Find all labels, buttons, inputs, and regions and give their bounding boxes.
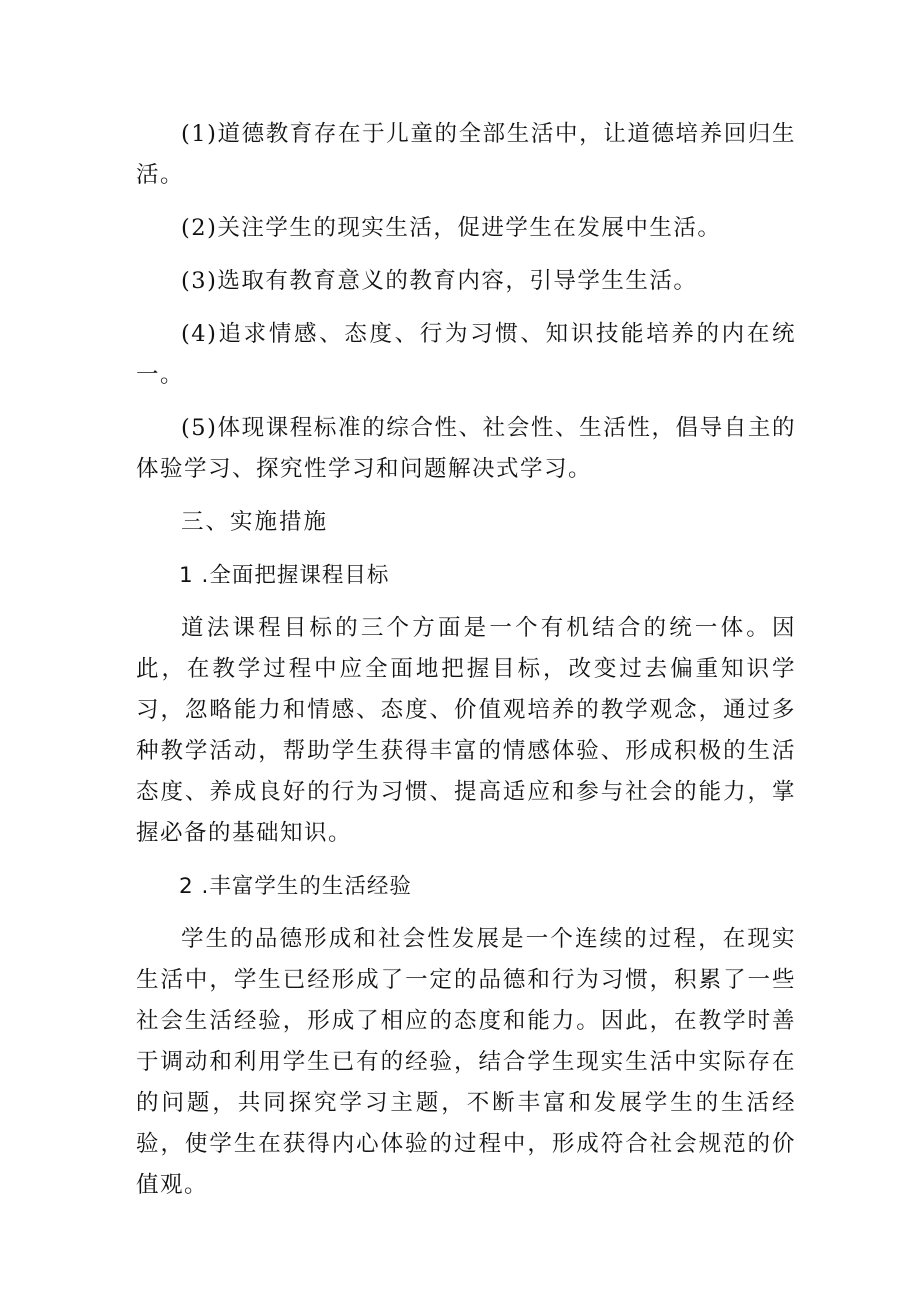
document-body — [136, 114, 796, 1206]
subheading-1: 1 .全面把握课程目标 — [179, 563, 390, 588]
list-item-4: (4)追求情感、态度、行为习惯、知识技能培养的内在统一。 — [136, 321, 796, 388]
paragraph-2: 学生的品德形成和社会性发展是一个连续的过程，在现实生活中，学生已经形成了一定的品德和行为习惯，积累了一些社会生活经验，形成了相应的态度和能力。因此，在教学时善于调动和利用学生已有的经验，结合学生现实生活中实际存在的问题，共同探究学习主题，不断丰富和发展学生的生活经验，使学生在获得内心体验的过程中，形成符合社会规范的价值观。 — [136, 926, 796, 1198]
subheading-2: 2 .丰富学生的生活经验 — [179, 874, 412, 899]
section-heading: 三、实施措施 — [181, 509, 329, 535]
list-item-3: (3)选取有教育意义的教育内容，引导学生生活。 — [181, 268, 698, 294]
list-item-5: (5)体现课程标准的综合性、社会性、生活性，倡导自主的体验学习、探究性学习和问题解决式学习。 — [136, 415, 796, 482]
list-item-1: (1)道德教育存在于儿童的全部生活中，让道德培养回归生活。 — [136, 121, 796, 188]
paragraph-1: 道法课程目标的三个方面是一个有机结合的统一体。因此，在教学过程中应全面地把握目标，改变过去偏重知识学习，忽略能力和情感、态度、价值观培养的教学观念，通过多种教学活动，帮助学生获得丰富的情感体验、形成积极的生活态度、养成良好的行为习惯、提高适应和参与社会的能力，掌握必备的基础知识。 — [136, 615, 796, 846]
list-item-2: (2)关注学生的现实生活，促进学生在发展中生活。 — [181, 215, 722, 241]
